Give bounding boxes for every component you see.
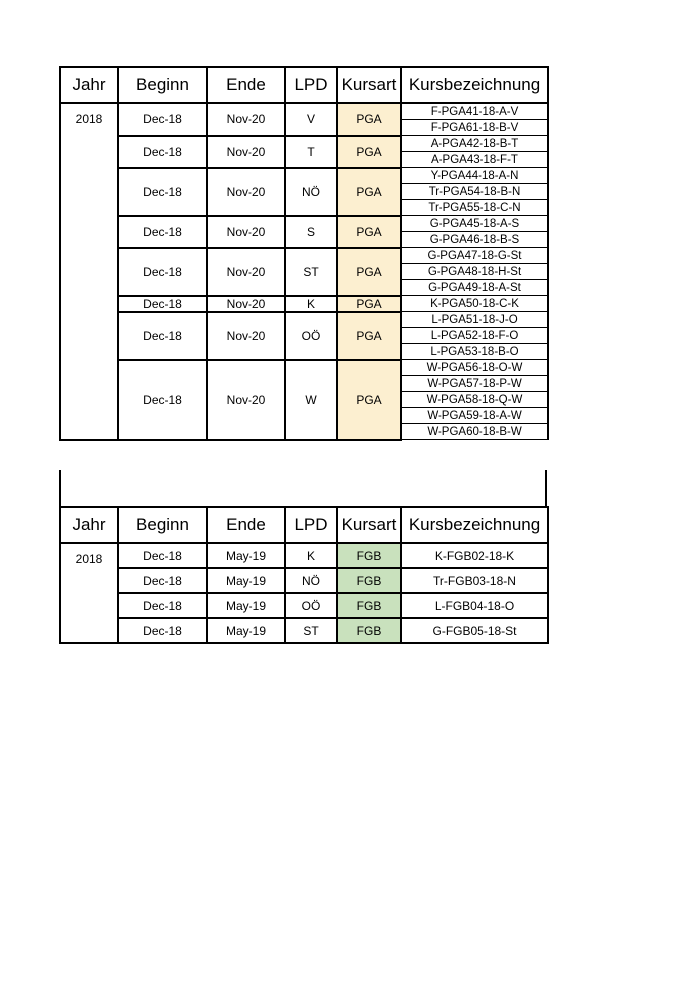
- ende-cell: Nov-20: [207, 248, 285, 296]
- beginn-cell: Dec-18: [118, 136, 207, 168]
- header-kursbezeichnung: Kursbezeichnung: [401, 507, 548, 543]
- ende-cell: May-19: [207, 543, 285, 568]
- kursart-cell: PGA: [337, 312, 401, 360]
- beginn-cell: Dec-18: [118, 216, 207, 248]
- table-row: [60, 168, 548, 184]
- ende-cell: May-19: [207, 618, 285, 643]
- ende-cell: Nov-20: [207, 168, 285, 216]
- course-code-cell: G-PGA45-18-A-S: [401, 216, 548, 232]
- course-code-cell: W-PGA59-18-A-W: [401, 408, 548, 424]
- kursart-cell: PGA: [337, 103, 401, 136]
- fgb-table-body: [60, 543, 548, 643]
- beginn-cell: Dec-18: [118, 543, 207, 568]
- header-row: [60, 67, 548, 103]
- fgb-course-table: [59, 506, 549, 644]
- lpd-cell: K: [285, 543, 337, 568]
- ende-cell: May-19: [207, 593, 285, 618]
- kursart-cell: FGB: [337, 618, 401, 643]
- kursart-cell: PGA: [337, 248, 401, 296]
- table-row: [60, 543, 548, 568]
- course-code-cell: L-PGA51-18-J-O: [401, 312, 548, 328]
- header-kursart: Kursart: [337, 507, 401, 543]
- table-gap: [59, 470, 547, 506]
- pga-course-table: [59, 66, 549, 441]
- header-ende: Ende: [207, 67, 285, 103]
- course-code-cell: Tr-PGA55-18-C-N: [401, 200, 548, 216]
- lpd-cell: W: [285, 360, 337, 440]
- course-code-cell: A-PGA43-18-F-T: [401, 152, 548, 168]
- kursart-cell: PGA: [337, 136, 401, 168]
- ende-cell: Nov-20: [207, 103, 285, 136]
- course-code-cell: F-PGA41-18-A-V: [401, 103, 548, 120]
- lpd-cell: K: [285, 296, 337, 312]
- beginn-cell: Dec-18: [118, 312, 207, 360]
- course-code-cell: A-PGA42-18-B-T: [401, 136, 548, 152]
- table-row: [60, 360, 548, 376]
- course-code-cell: K-FGB02-18-K: [401, 543, 548, 568]
- kursart-cell: PGA: [337, 168, 401, 216]
- header-jahr: Jahr: [60, 67, 118, 103]
- kursart-cell: PGA: [337, 216, 401, 248]
- beginn-cell: Dec-18: [118, 296, 207, 312]
- pga-table-body: [60, 103, 548, 440]
- table-row: [60, 568, 548, 593]
- lpd-cell: S: [285, 216, 337, 248]
- lpd-cell: OÖ: [285, 312, 337, 360]
- ende-cell: Nov-20: [207, 312, 285, 360]
- header-lpd: LPD: [285, 507, 337, 543]
- header-kursbezeichnung: Kursbezeichnung: [401, 67, 548, 103]
- beginn-cell: Dec-18: [118, 248, 207, 296]
- course-code-cell: L-FGB04-18-O: [401, 593, 548, 618]
- header-row: [60, 507, 548, 543]
- table-row: [60, 248, 548, 264]
- lpd-cell: V: [285, 103, 337, 136]
- ende-cell: Nov-20: [207, 136, 285, 168]
- table-row: [60, 593, 548, 618]
- header-ende: Ende: [207, 507, 285, 543]
- course-code-cell: L-PGA53-18-B-O: [401, 344, 548, 360]
- course-code-cell: Tr-FGB03-18-N: [401, 568, 548, 593]
- header-jahr: Jahr: [60, 507, 118, 543]
- header-kursart: Kursart: [337, 67, 401, 103]
- beginn-cell: Dec-18: [118, 568, 207, 593]
- ende-cell: May-19: [207, 568, 285, 593]
- lpd-cell: ST: [285, 618, 337, 643]
- course-code-cell: K-PGA50-18-C-K: [401, 296, 548, 312]
- course-code-cell: W-PGA60-18-B-W: [401, 424, 548, 440]
- kursart-cell: FGB: [337, 593, 401, 618]
- beginn-cell: Dec-18: [118, 618, 207, 643]
- course-code-cell: G-PGA47-18-G-St: [401, 248, 548, 264]
- header-beginn: Beginn: [118, 507, 207, 543]
- course-code-cell: Y-PGA44-18-A-N: [401, 168, 548, 184]
- kursart-cell: FGB: [337, 568, 401, 593]
- table-row: [60, 296, 548, 312]
- ende-cell: Nov-20: [207, 360, 285, 440]
- course-code-cell: F-PGA61-18-B-V: [401, 120, 548, 136]
- kursart-cell: PGA: [337, 360, 401, 440]
- kursart-cell: FGB: [337, 543, 401, 568]
- course-code-cell: G-PGA49-18-A-St: [401, 280, 548, 296]
- table-row: [60, 103, 548, 120]
- header-beginn: Beginn: [118, 67, 207, 103]
- table-row: [60, 618, 548, 643]
- course-code-cell: L-PGA52-18-F-O: [401, 328, 548, 344]
- ende-cell: Nov-20: [207, 296, 285, 312]
- course-code-cell: W-PGA57-18-P-W: [401, 376, 548, 392]
- beginn-cell: Dec-18: [118, 168, 207, 216]
- table-row: [60, 136, 548, 152]
- header-lpd: LPD: [285, 67, 337, 103]
- year-cell: 2018: [60, 543, 118, 643]
- course-code-cell: W-PGA56-18-O-W: [401, 360, 548, 376]
- lpd-cell: OÖ: [285, 593, 337, 618]
- course-code-cell: G-FGB05-18-St: [401, 618, 548, 643]
- course-code-cell: Tr-PGA54-18-B-N: [401, 184, 548, 200]
- table-row: [60, 312, 548, 328]
- kursart-cell: PGA: [337, 296, 401, 312]
- lpd-cell: ST: [285, 248, 337, 296]
- table-row: [60, 216, 548, 232]
- lpd-cell: NÖ: [285, 168, 337, 216]
- course-code-cell: G-PGA46-18-B-S: [401, 232, 548, 248]
- beginn-cell: Dec-18: [118, 593, 207, 618]
- lpd-cell: T: [285, 136, 337, 168]
- year-cell: 2018: [60, 103, 118, 440]
- lpd-cell: NÖ: [285, 568, 337, 593]
- beginn-cell: Dec-18: [118, 103, 207, 136]
- beginn-cell: Dec-18: [118, 360, 207, 440]
- course-code-cell: G-PGA48-18-H-St: [401, 264, 548, 280]
- ende-cell: Nov-20: [207, 216, 285, 248]
- course-code-cell: W-PGA58-18-Q-W: [401, 392, 548, 408]
